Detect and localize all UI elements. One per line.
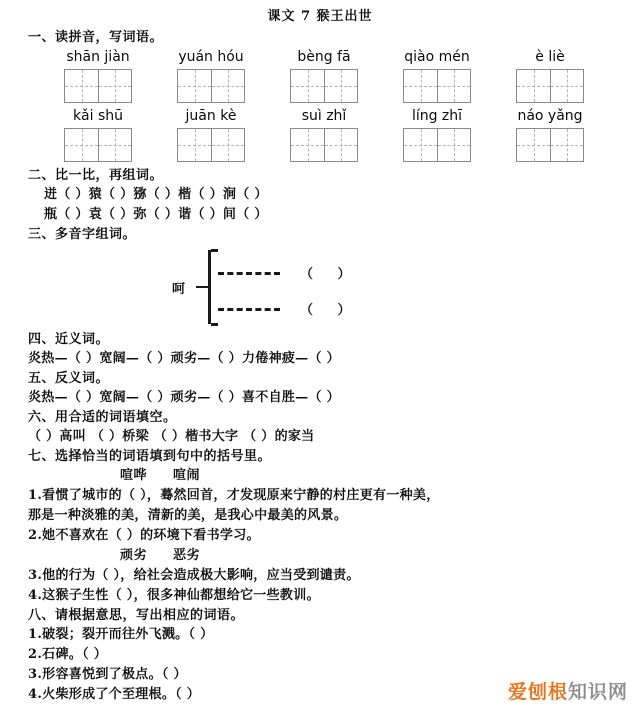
writing-grid-slot[interactable] [159, 128, 263, 162]
section-8-question-4[interactable]: 4.火柴形成了个至理根。（ ） [28, 687, 201, 702]
pinyin-label: líng zhī [411, 108, 463, 124]
section-6-row-1[interactable]: （ ）高叫 （ ）桥梁 （ ）楷书大字 （ ）的家当 [28, 429, 315, 444]
answer-parenthesis[interactable]: （ ） [300, 267, 361, 282]
watermark-brand-secondary: 知识网 [567, 681, 628, 703]
section-7-question-1-line-1[interactable]: 1.看惯了城市的（ ），蓦然回首，才发现原来宁静的村庄更有一种美， [28, 488, 440, 503]
section-7-question-1-line-2: 那是一种淡雅的美，清新的美，是我心中最美的风景。 [28, 508, 348, 523]
tianzige-cell[interactable] [211, 70, 244, 102]
tianzige-cell[interactable] [291, 129, 324, 161]
tianzige-cell[interactable] [550, 70, 583, 102]
site-watermark [508, 677, 628, 704]
section-7-question-2[interactable]: 2.她不喜欢在（ ）的环境下看书学习。 [28, 528, 260, 543]
section-6-heading: 六、用合适的词语填空。 [28, 410, 177, 425]
section-7-choice-group-2 [0, 546, 640, 566]
section-2-row-1[interactable]: 迸（ ）猿（ ）猕（ ）楷（ ）涧（ ） [44, 187, 268, 202]
tianzige-box[interactable] [290, 69, 358, 103]
tianzige-cell[interactable] [178, 70, 211, 102]
tianzige-cell[interactable] [98, 129, 131, 161]
pinyin-label: náo yǎng [517, 108, 583, 124]
section-7-question-4[interactable]: 4.这猴子生性（ ），很多神仙都想给它一些教训。 [28, 588, 320, 603]
section-5-heading: 五、反义词。 [28, 371, 110, 386]
tianzige-box[interactable] [64, 69, 132, 103]
tianzige-box[interactable] [516, 69, 584, 103]
bracket-tick [196, 286, 208, 288]
tianzige-cell[interactable] [211, 129, 244, 161]
tianzige-box[interactable] [516, 128, 584, 162]
section-5-row-1[interactable]: 炎热—（ ）宽阔—（ ）顽劣—（ ）喜不自胜—（ ） [28, 390, 340, 405]
pinyin-label: kǎi shū [72, 108, 124, 124]
writing-grid-slot[interactable] [498, 69, 602, 103]
writing-grid-slot[interactable] [159, 69, 263, 103]
tianzige-box[interactable] [177, 128, 245, 162]
tianzige-box[interactable] [403, 128, 471, 162]
section-8-question-1[interactable]: 1.破裂；裂开而往外飞溅。（ ） [28, 627, 214, 642]
section-1-heading: 一、读拼音，写词语。 [28, 30, 164, 45]
section-4-row-1[interactable]: 炎热—（ ）宽阔—（ ）顽劣—（ ）力倦神疲—（ ） [28, 351, 340, 366]
tianzige-cell[interactable] [404, 70, 437, 102]
pinyin-label: juān kè [185, 108, 237, 124]
bracket-vertical-bar [208, 250, 211, 324]
writing-grid-slot[interactable] [272, 128, 376, 162]
section-4-heading: 四、近义词。 [28, 332, 110, 347]
tianzige-box[interactable] [403, 69, 471, 103]
tianzige-box[interactable] [177, 69, 245, 103]
tianzige-box[interactable] [290, 128, 358, 162]
tianzige-cell[interactable] [65, 129, 98, 161]
tianzige-cell[interactable] [178, 129, 211, 161]
section-8-heading: 八、请根据意思，写出相应的词语。 [28, 608, 245, 623]
choice-word[interactable]: 喧哗 [120, 468, 148, 483]
tianzige-cell[interactable] [437, 129, 470, 161]
polyphone-character: 呵 [172, 282, 186, 297]
polyphone-bracket-block [0, 244, 640, 330]
tianzige-cell[interactable] [550, 129, 583, 161]
answer-dashed-blank[interactable] [218, 308, 280, 311]
choice-word[interactable]: 喧闹 [173, 468, 201, 483]
section-8-question-3[interactable]: 3.形容喜悦到了极点。（ ） [28, 667, 187, 682]
answer-parenthesis[interactable]: （ ） [300, 303, 361, 318]
tianzige-cell[interactable] [437, 70, 470, 102]
writing-grid-slot[interactable] [46, 69, 150, 103]
writing-grid-slot[interactable] [272, 69, 376, 103]
pinyin-label: yuán hóu [178, 49, 244, 65]
answer-dashed-blank[interactable] [218, 272, 280, 275]
pinyin-label: qiào mén [404, 49, 470, 65]
section-7-question-3[interactable]: 3.他的行为（ ），给社会造成极大影响，应当受到谴责。 [28, 568, 360, 583]
section-8-question-2[interactable]: 2.石碑。（ ） [28, 647, 107, 662]
tianzige-cell[interactable] [517, 70, 550, 102]
writing-grid-slot[interactable] [498, 128, 602, 162]
writing-grid-row-2 [0, 126, 640, 162]
watermark-brand-primary: 爱刨根 [507, 681, 568, 703]
section-2-row-2[interactable]: 瓶（ ）袁（ ）弥（ ）谐（ ）间（ ） [44, 207, 268, 222]
tianzige-cell[interactable] [98, 70, 131, 102]
pinyin-row-2 [0, 103, 640, 126]
writing-grid-slot[interactable] [385, 69, 489, 103]
writing-grid-slot[interactable] [385, 128, 489, 162]
choice-word[interactable]: 顽劣 [120, 548, 148, 563]
pinyin-row-1 [0, 47, 640, 67]
pinyin-label: suì zhǐ [301, 108, 347, 124]
section-2-heading: 二、比一比，再组词。 [28, 168, 164, 183]
section-7-heading: 七、选择恰当的词语填到句中的括号里。 [28, 449, 272, 464]
tianzige-cell[interactable] [404, 129, 437, 161]
writing-grid-row-1 [0, 67, 640, 103]
tianzige-box[interactable] [64, 128, 132, 162]
section-7-choice-group-1 [0, 466, 640, 486]
tianzige-cell[interactable] [324, 129, 357, 161]
pinyin-label: bèng fā [297, 49, 351, 65]
writing-grid-slot[interactable] [46, 128, 150, 162]
tianzige-cell[interactable] [517, 129, 550, 161]
section-3-heading: 三、多音字组词。 [28, 227, 137, 242]
choice-word[interactable]: 恶劣 [173, 548, 201, 563]
page-title: 课文 7 猴王出世 [267, 9, 373, 24]
tianzige-cell[interactable] [65, 70, 98, 102]
pinyin-label: shān jiàn [66, 49, 130, 65]
pinyin-label: è liè [535, 49, 565, 65]
tianzige-cell[interactable] [291, 70, 324, 102]
tianzige-cell[interactable] [324, 70, 357, 102]
